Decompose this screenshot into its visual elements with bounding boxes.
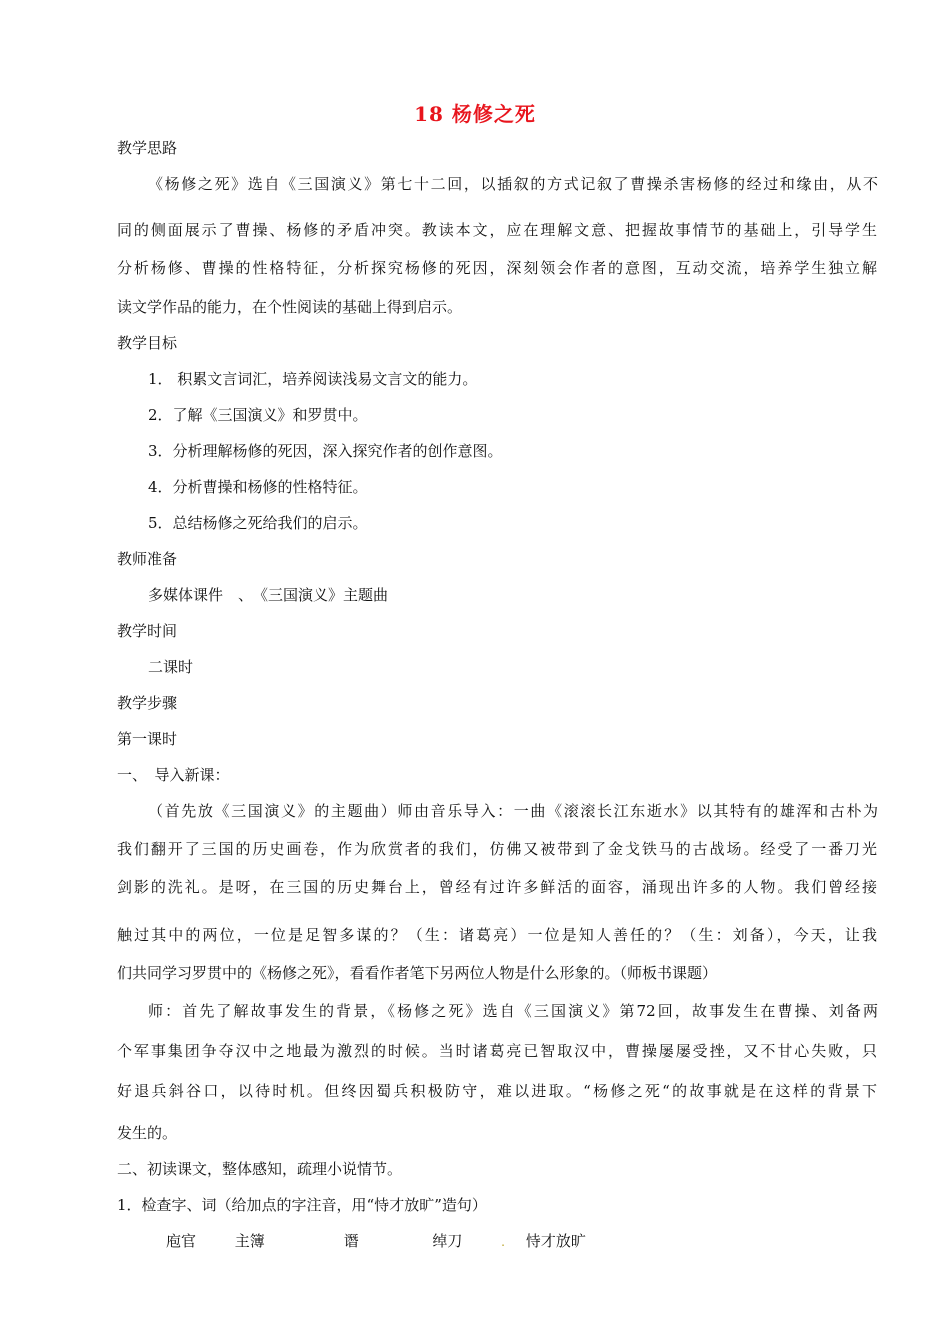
intro-line-1: （首先放《三国演义》的主题曲）师由音乐导入：一曲《滚滚长江东逝水》以其特有的雄浑和古朴为 <box>148 802 878 820</box>
check-heading: 1．检查字、词（给加点的字注音，用“恃才放旷”造句） <box>117 1196 487 1214</box>
vocab-item: 谮 <box>343 1232 359 1250</box>
background-line-3: 好退兵斜谷口，以待时机。但终因蜀兵积极防守，难以进取。“杨修之死“的故事就是在这样的背景下 <box>117 1082 877 1100</box>
goal-3: 3．分析理解杨修的死因，深入探究作者的创作意图。 <box>148 442 503 460</box>
time-text: 二课时 <box>148 658 194 676</box>
thinking-line-4: 读文学作品的能力，在个性阅读的基础上得到启示。 <box>117 298 463 316</box>
vocab-item: 恃才放旷 <box>525 1232 586 1250</box>
goal-2: 2．了解《三国演义》和罗贯中。 <box>148 406 368 424</box>
goal-4: 4．分析曹操和杨修的性格特征。 <box>148 478 368 496</box>
intro-line-5: 们共同学习罗贯中的《杨修之死》，看看作者笔下另两位人物是什么形象的。（师板书课题） <box>117 964 718 982</box>
intro-line-2: 我们翻开了三国的历史画卷，作为欣赏者的我们，仿佛又被带到了金戈铁马的古战场。经受了一番刀光 <box>117 840 877 858</box>
vocab-item: 绰刀 <box>432 1232 463 1250</box>
page-title: 18 杨修之死 <box>414 102 536 126</box>
thinking-line-1: 《杨修之死》选自《三国演义》第七十二回，以插叙的方式记叙了曹操杀害杨修的经过和缘由，从不 <box>148 175 878 193</box>
goal-1: 1． 积累文言词汇，培养阅读浅易文言文的能力。 <box>148 370 478 388</box>
intro-line-3: 剑影的洗礼。是呀，在三国的历史舞台上，曾经有过许多鲜活的面容，涌现出许多的人物。我们曾经接 <box>117 878 877 896</box>
vocab-item: 主簿 <box>234 1232 265 1250</box>
prep-text: 多媒体课件 、 《三国演义》主题曲 <box>148 586 389 604</box>
vocab-row <box>166 1231 586 1252</box>
goal-5: 5．总结杨修之死给我们的启示。 <box>148 514 368 532</box>
thinking-heading: 教学思路 <box>117 139 178 157</box>
prep-heading: 教师准备 <box>117 550 178 568</box>
background-line-1: 师：首先了解故事发生的背景，《杨修之死》选自《三国演义》第72回，故事发生在曹操、刘备两 <box>148 1002 878 1020</box>
bullet-dot-icon: . <box>501 1235 505 1249</box>
thinking-line-3: 分析杨修、曹操的性格特征，分析探究杨修的死因，深刻领会作者的意图，互动交流，培养学生独立解 <box>117 259 877 277</box>
time-heading: 教学时间 <box>117 622 178 640</box>
part2-heading: 二、初读课文，整体感知，疏理小说情节。 <box>117 1160 403 1178</box>
first-lesson-heading: 第一课时 <box>117 730 178 748</box>
vocab-item: 庖官 <box>166 1232 197 1250</box>
background-line-2: 个军事集团争夺汉中之地最为激烈的时候。当时诸葛亮已智取汉中，曹操屡屡受挫，又不甘心失败，只 <box>117 1042 877 1060</box>
goals-heading: 教学目标 <box>117 334 178 352</box>
background-line-4: 发生的。 <box>117 1124 178 1142</box>
intro-line-4: 触过其中的两位，一位是足智多谋的？（生：诸葛亮）一位是知人善任的？（生：刘备），今天，让我 <box>117 926 877 944</box>
part1-heading: 一、 导入新课： <box>117 766 230 784</box>
thinking-line-2: 同的侧面展示了曹操、杨修的矛盾冲突。教读本文，应在理解文意、把握故事情节的基础上，引导学生 <box>117 221 877 239</box>
steps-heading: 教学步骤 <box>117 694 178 712</box>
